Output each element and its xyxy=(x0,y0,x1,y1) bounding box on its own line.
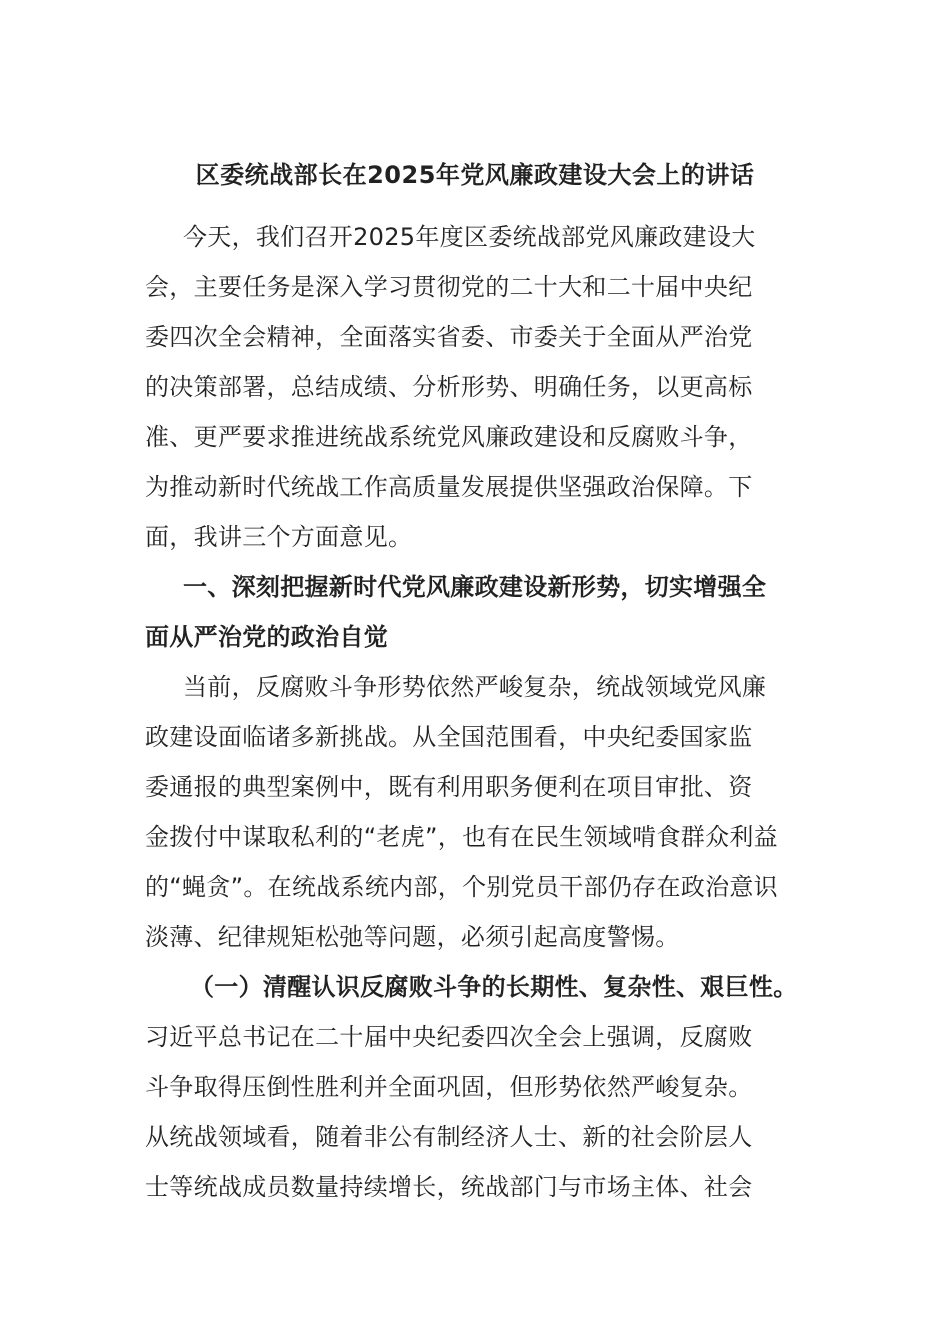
paragraph-line: 今天，我们召开2025年度区委统战部党风廉政建设大 xyxy=(183,223,756,251)
paragraph-line: 士等统战成员数量持续增长，统战部门与市场主体、社会 xyxy=(145,1173,753,1201)
document-title: 区委统战部长在2025年党风廉政建设大会上的讲话 xyxy=(195,161,755,189)
paragraph-line: 面，我讲三个方面意见。 xyxy=(145,523,413,551)
subsection-heading-line: （一）清醒认识反腐败斗争的长期性、复杂性、艰巨性。 xyxy=(190,973,798,1001)
paragraph-line: 的“蝇贪”。在统战系统内部，个别党员干部仍存在政治意识 xyxy=(145,873,778,901)
paragraph-line: 习近平总书记在二十届中央纪委四次全会上强调，反腐败 xyxy=(145,1023,753,1051)
paragraph-line: 金拨付中谋取私利的“老虎”，也有在民生领域啃食群众利益 xyxy=(145,823,778,851)
paragraph-line: 委四次全会精神，全面落实省委、市委关于全面从严治党 xyxy=(145,323,753,351)
paragraph-line: 淡薄、纪律规矩松弛等问题，必须引起高度警惕。 xyxy=(145,923,680,951)
paragraph-line: 斗争取得压倒性胜利并全面巩固，但形势依然严峻复杂。 xyxy=(145,1073,753,1101)
paragraph-line: 委通报的典型案例中，既有利用职务便利在项目审批、资 xyxy=(145,773,753,801)
paragraph-line: 为推动新时代统战工作高质量发展提供坚强政治保障。下 xyxy=(145,473,753,501)
paragraph-line: 从统战领域看，随着非公有制经济人士、新的社会阶层人 xyxy=(145,1123,753,1151)
paragraph-line: 当前，反腐败斗争形势依然严峻复杂，统战领域党风廉 xyxy=(183,673,767,701)
paragraph-line: 准、更严要求推进统战系统党风廉政建设和反腐败斗争， xyxy=(145,423,753,451)
paragraph-line: 政建设面临诸多新挑战。从全国范围看，中央纪委国家监 xyxy=(145,723,753,751)
document-body xyxy=(145,212,810,1212)
paragraph-line: 的决策部署，总结成绩、分析形势、明确任务，以更高标 xyxy=(145,373,753,401)
section-heading-line: 一、深刻把握新时代党风廉政建设新形势，切实增强全 xyxy=(183,573,767,601)
paragraph-line: 会，主要任务是深入学习贯彻党的二十大和二十届中央纪 xyxy=(145,273,753,301)
section-heading-line: 面从严治党的政治自觉 xyxy=(145,623,388,651)
